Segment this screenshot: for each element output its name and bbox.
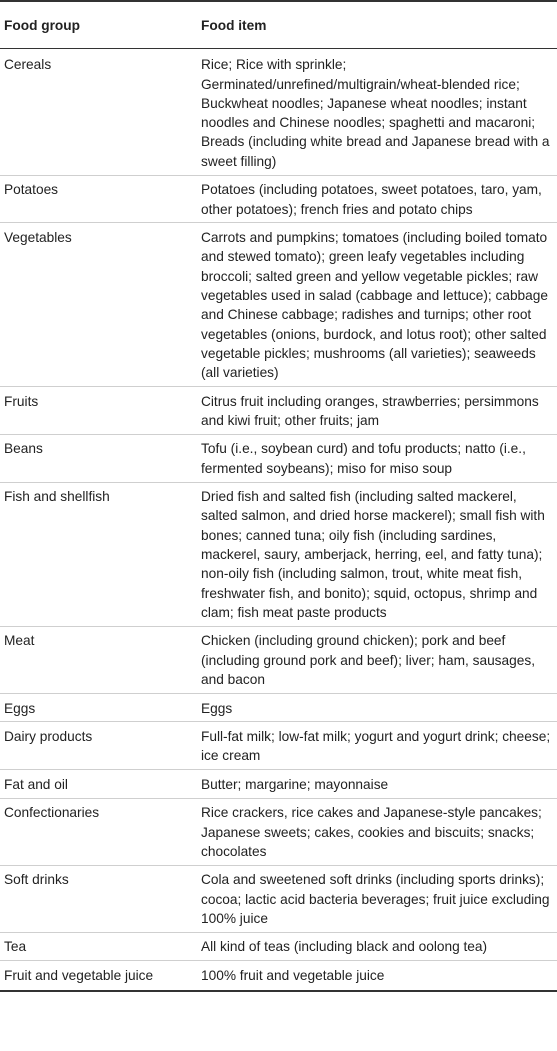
header-row xyxy=(0,1,557,49)
table-row xyxy=(0,175,557,223)
table-row xyxy=(0,482,557,626)
cell-food-item: Rice; Rice with sprinkle; Germinated/unrefined/multigrain/wheat-blended rice; Buckwheat noodles; Japanese wheat noodles; instant noodles and Chinese noodles; spaghetti and macaroni; Breads (including white bread and Japanese bread with a sweet filling) xyxy=(200,49,557,175)
table-row xyxy=(0,932,557,960)
cell-food-group: Vegetables xyxy=(0,223,200,387)
cell-food-group: Fruit and vegetable juice xyxy=(0,961,200,991)
cell-food-group: Meat xyxy=(0,626,200,693)
table-row xyxy=(0,434,557,482)
table-row xyxy=(0,770,557,798)
table-row xyxy=(0,798,557,865)
table-body xyxy=(0,49,557,991)
cell-food-item: Dried fish and salted fish (including salted mackerel, salted salmon, and dried horse mackerel); small fish with bones; canned tuna; oily fish (including sardines, mackerel, saury, amberjack, herring, eel, and fatty tuna); non-oily fish (including salmon, trout, white meat fish, freshwater fish, and bonito); squid, octopus, shrimp and clam; fish meat paste products xyxy=(200,482,557,626)
cell-food-item: All kind of teas (including black and oolong tea) xyxy=(200,932,557,960)
cell-food-group: Eggs xyxy=(0,693,200,721)
cell-food-item: Eggs xyxy=(200,693,557,721)
cell-food-item: Butter; margarine; mayonnaise xyxy=(200,770,557,798)
table-row xyxy=(0,223,557,387)
table-row xyxy=(0,387,557,435)
table-row xyxy=(0,865,557,932)
cell-food-item: 100% fruit and vegetable juice xyxy=(200,961,557,991)
cell-food-group: Fruits xyxy=(0,387,200,435)
cell-food-group: Fish and shellfish xyxy=(0,482,200,626)
table-row xyxy=(0,693,557,721)
cell-food-group: Soft drinks xyxy=(0,865,200,932)
cell-food-group: Potatoes xyxy=(0,175,200,223)
cell-food-group: Confectionaries xyxy=(0,798,200,865)
cell-food-item: Rice crackers, rice cakes and Japanese-style pancakes; Japanese sweets; cakes, cookies and biscuits; snacks; chocolates xyxy=(200,798,557,865)
cell-food-item: Chicken (including ground chicken); pork and beef (including ground pork and beef); liver; ham, sausages, and bacon xyxy=(200,626,557,693)
cell-food-group: Dairy products xyxy=(0,722,200,770)
cell-food-item: Cola and sweetened soft drinks (including sports drinks); cocoa; lactic acid bacteria beverages; fruit juice excluding 100% juice xyxy=(200,865,557,932)
cell-food-item: Potatoes (including potatoes, sweet potatoes, taro, yam, other potatoes); french fries and potato chips xyxy=(200,175,557,223)
table-row xyxy=(0,626,557,693)
table-header xyxy=(0,1,557,49)
header-food-group: Food group xyxy=(0,1,200,49)
table-row xyxy=(0,49,557,175)
cell-food-item: Tofu (i.e., soybean curd) and tofu products; natto (i.e., fermented soybeans); miso for miso soup xyxy=(200,434,557,482)
cell-food-group: Fat and oil xyxy=(0,770,200,798)
header-food-item: Food item xyxy=(200,1,557,49)
table-row xyxy=(0,961,557,991)
cell-food-group: Beans xyxy=(0,434,200,482)
cell-food-group: Cereals xyxy=(0,49,200,175)
cell-food-item: Carrots and pumpkins; tomatoes (including boiled tomato and stewed tomato); green leafy vegetables including broccoli; salted green and yellow vegetable pickles; raw vegetables used in salad (cabbage and lettuce); cabbage and Chinese cabbage; radishes and turnips; other root vegetables (onions, burdock, and lotus root); other salted vegetable pickles; mushrooms (all varieties); seaweeds (all varieties) xyxy=(200,223,557,387)
cell-food-item: Citrus fruit including oranges, strawberries; persimmons and kiwi fruit; other fruits; jam xyxy=(200,387,557,435)
table-row xyxy=(0,722,557,770)
cell-food-item: Full-fat milk; low-fat milk; yogurt and yogurt drink; cheese; ice cream xyxy=(200,722,557,770)
cell-food-group: Tea xyxy=(0,932,200,960)
